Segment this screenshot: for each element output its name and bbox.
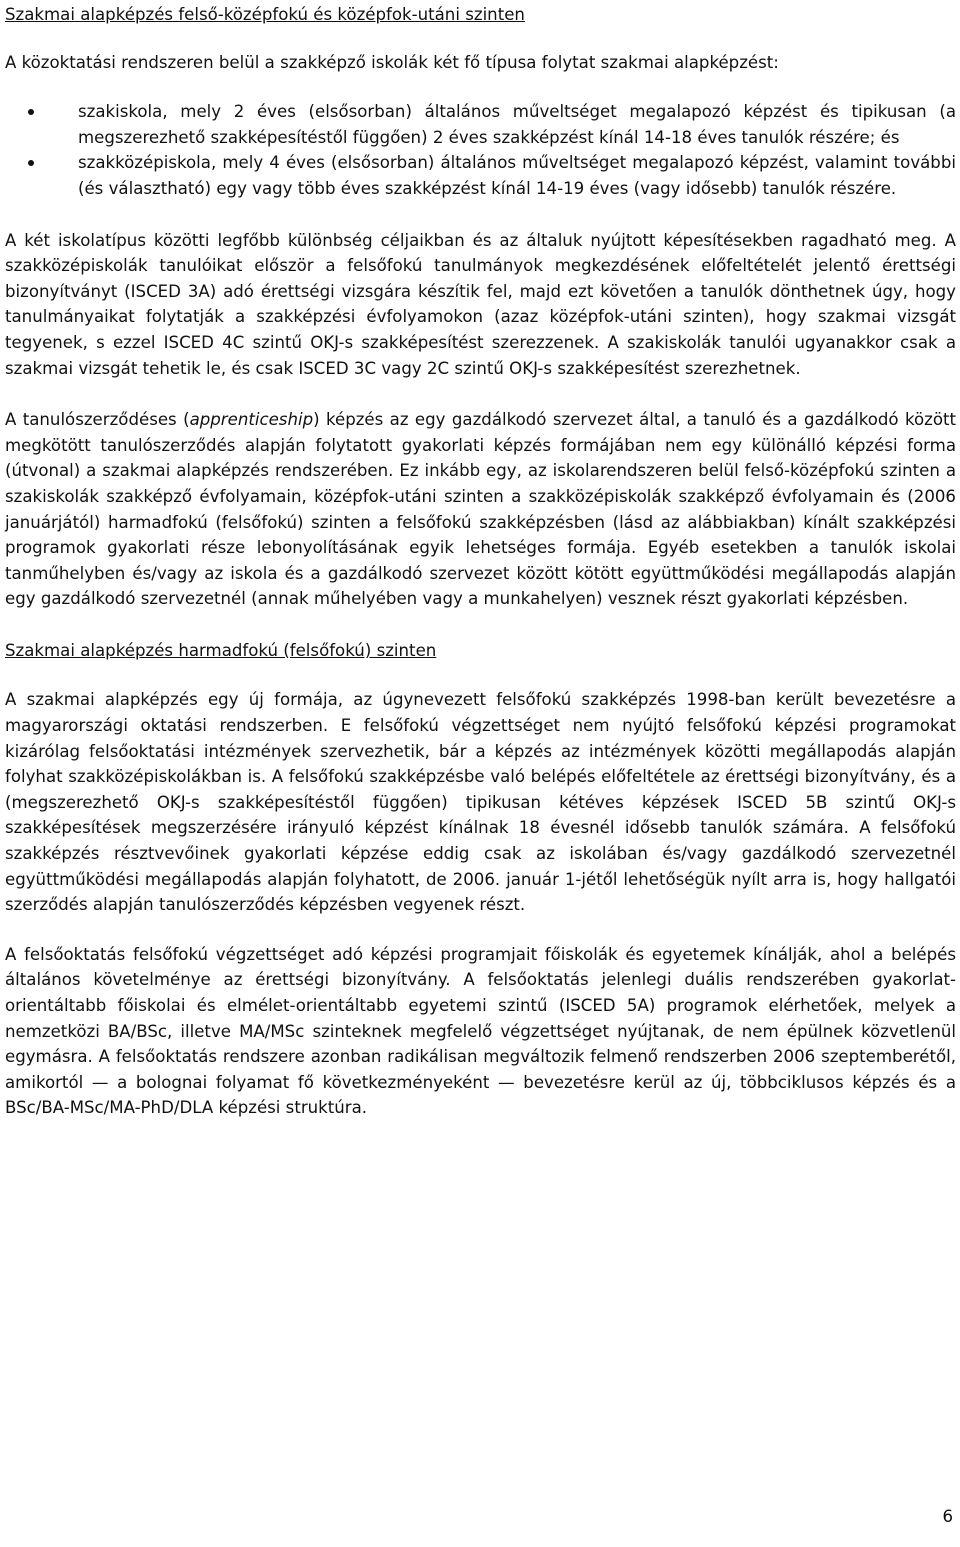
- paragraph-text: ) képzés az egy gazdálkodó szervezet által, a tanuló és a gazdálkodó között megkötött tanulószerződés alapján folytatott gyakorlati képzés formájában nem egy különálló képzési forma (útvonal) a szakmai alapképzés rendszerében. Ez inkább egy, az iskolarendszeren belül felső-középfokú szinten a szakiskolák szakképző évfolyamain, középfok-utáni szinten a szakközépiskolák szakképző évfolyamain és (2006 januárjától) harmadfokú (felsőfokú) szinten a felsőfokú szakképzésben (lásd az alábbiakban) kínált szakképzési programok gyakorlati része lebonyolításának egyik lehetséges formája. Egyéb esetekben a tanulók iskolai tanműhelyben és/vagy az iskola és a gazdálkodó szervezet között kötött együttműködési megállapodás alapján egy gazdálkodó szervezetnél (annak műhelyében vagy a munkahelyen) vesznek részt gyakorlati képzésben.: [5, 410, 956, 609]
- paragraph-apprenticeship: [5, 407, 956, 612]
- bullet-icon: [28, 160, 34, 166]
- bullet-icon: [28, 109, 34, 115]
- intro-paragraph: A közoktatási rendszeren belül a szakképző iskolák két fő típusa folytat szakmai alapképzést:: [5, 52, 779, 72]
- school-type-list: [5, 99, 956, 201]
- list-item: [5, 99, 956, 150]
- list-item: [5, 150, 956, 201]
- paragraph-differences: A két iskolatípus közötti legfőbb különbség céljaikban és az általuk nyújtott képesítésekben ragadható meg. A szakközépiskolák tanulóikat először a felsőfokú tanulmányok megkezdésének előfeltételét jelentő érettségi bizonyítványt (ISCED 3A) adó érettségi vizsgára készítik fel, majd ezt követően a tanulók dönthetnek úgy, hogy tanulmányaikat folytatják a szakképzési évfolyamokon (azaz középfok-utáni szinten), hogy szakmai vizsgát tegyenek, s ezzel ISCED 4C szintű OKJ-s szakképesítést szerezzenek. A szakiskolák tanulói ugyanakkor csak a szakmai vizsgát tehetik le, és csak ISCED 3C vagy 2C szintű OKJ-s szakképesítést szerezhetnek.: [5, 230, 956, 378]
- section-heading-tertiary-level: Szakmai alapképzés harmadfokú (felsőfokú) szinten: [5, 640, 437, 660]
- section-heading-secondary-level: Szakmai alapképzés felső-középfokú és középfok-utáni szinten: [5, 5, 525, 24]
- page-number: 6: [942, 1507, 953, 1526]
- list-item-text: szakiskola, mely 2 éves (elsősorban) általános műveltséget megalapozó képzést és tipikusan (a megszerezhető szakképesítéstől függően) 2 éves szakképzést kínál 14-18 éves tanulók részére; és: [78, 102, 956, 147]
- italic-term: apprenticeship: [189, 410, 314, 430]
- paragraph-higher-vocational: A szakmai alapképzés egy új formája, az úgynevezett felsőfokú szakképzés 1998-ban került bevezetésre a magyarországi oktatási rendszerben. E felsőfokú végzettséget nem nyújtó felsőfokú képzési programokat kizárólag felsőoktatási intézmények szervezhetik, bár a képzés az intézmények közötti megállapodás alapján folyhat szakközépiskolákban is. A felsőfokú szakképzésbe való belépés előfeltétele az érettségi bizonyítvány, és a (megszerezhető OKJ-s szakképesítéstől függően) tipikusan kétéves képzések ISCED 5B szintű OKJ-s szakképesítések megszerzésére irányuló képzést kínálnak 18 évesnél idősebb tanulók számára. A felsőfokú szakképzés résztvevőinek gyakorlati képzése eddig csak az iskolában és/vagy gazdálkodó szervezetnél együttműködési megállapodás alapján folyhatott, de 2006. január 1-jétől lehetőségük nyílt arra is, hogy hallgatói szerződés alapján tanulószerződés képzésben vegyenek részt.: [5, 690, 956, 915]
- paragraph-text: A tanulószerződéses (: [5, 410, 190, 430]
- paragraph-higher-education: A felsőoktatás felsőfokú végzettséget adó képzési programjait főiskolák és egyetemek kínálják, ahol a belépés általános követelménye az érettségi bizonyítvány. A felsőoktatás jelenlegi duális rendszerében gyakorlat-orientáltabb főiskolai és elmélet-orientáltabb egyetemi szintű (ISCED 5A) programok elérhetőek, melyek a nemzetközi BA/BSc, illetve MA/MSc szinteknek megfelelő végzettséget nyújtanak, de nem épülnek közvetlenül egymásra. A felsőoktatás rendszere azonban radikálisan megváltozik felmenő rendszerben 2006 szeptemberétől, amikortól — a bolognai folyamat fő következményeként — bevezetésre kerül az új, többciklusos képzés és a BSc/BA-MSc/MA-PhD/DLA képzési struktúra.: [5, 944, 956, 1118]
- list-item-text: szakközépiskola, mely 4 éves (elsősorban) általános műveltséget megalapozó képzést, valamint további (és választható) egy vagy több éves szakképzést kínál 14-19 éves (vagy idősebb) tanulók részére.: [78, 153, 956, 198]
